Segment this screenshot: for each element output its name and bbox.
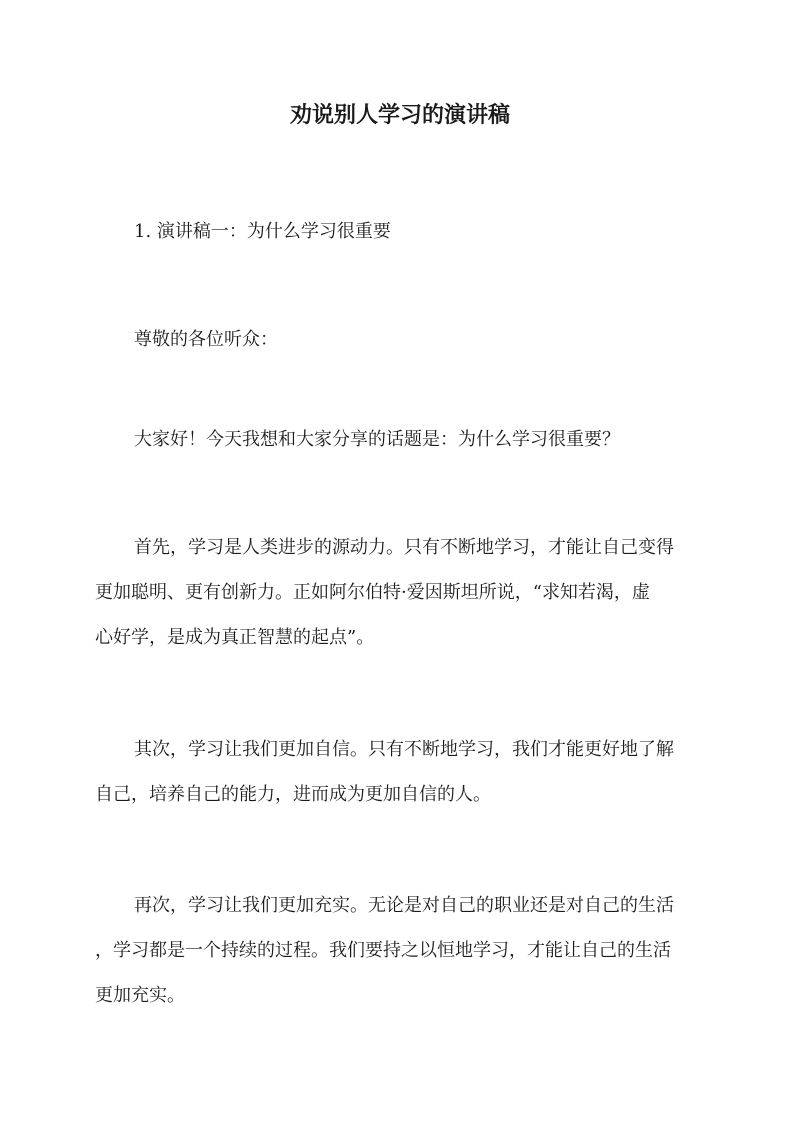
paragraph-line: ，学习都是一个持续的过程。我们要持之以恒地学习，才能让自己的生活: [95, 940, 671, 961]
paragraph-line: 心好学，是成为真正智慧的起点”。: [95, 627, 375, 648]
paragraph-2: [95, 727, 710, 817]
paragraph-line: 首先，学习是人类进步的源动力。只有不断地学习，才能让自己变得: [134, 537, 674, 558]
paragraph-3: [95, 883, 710, 1018]
paragraph-line: 更加聪明、更有创新力。正如阿尔伯特·爱因斯坦所说，“求知若渴，虚: [95, 582, 650, 603]
section-heading: 1. 演讲稿一：为什么学习很重要: [134, 221, 391, 242]
salutation: 尊敬的各位听众：: [134, 329, 278, 350]
paragraph-line: 其次，学习让我们更加自信。只有不断地学习，我们才能更好地了解: [134, 739, 674, 760]
paragraph-line: 再次，学习让我们更加充实。无论是对自己的职业还是对自己的生活: [134, 895, 674, 916]
paragraph-1: [95, 525, 710, 660]
greeting: 大家好！今天我想和大家分享的话题是：为什么学习很重要？: [134, 429, 620, 450]
document-title: 劝说别人学习的演讲稿: [289, 102, 510, 128]
paragraph-line: 自己，培养自己的能力，进而成为更加自信的人。: [95, 784, 491, 805]
paragraph-line: 更加充实。: [95, 985, 185, 1006]
